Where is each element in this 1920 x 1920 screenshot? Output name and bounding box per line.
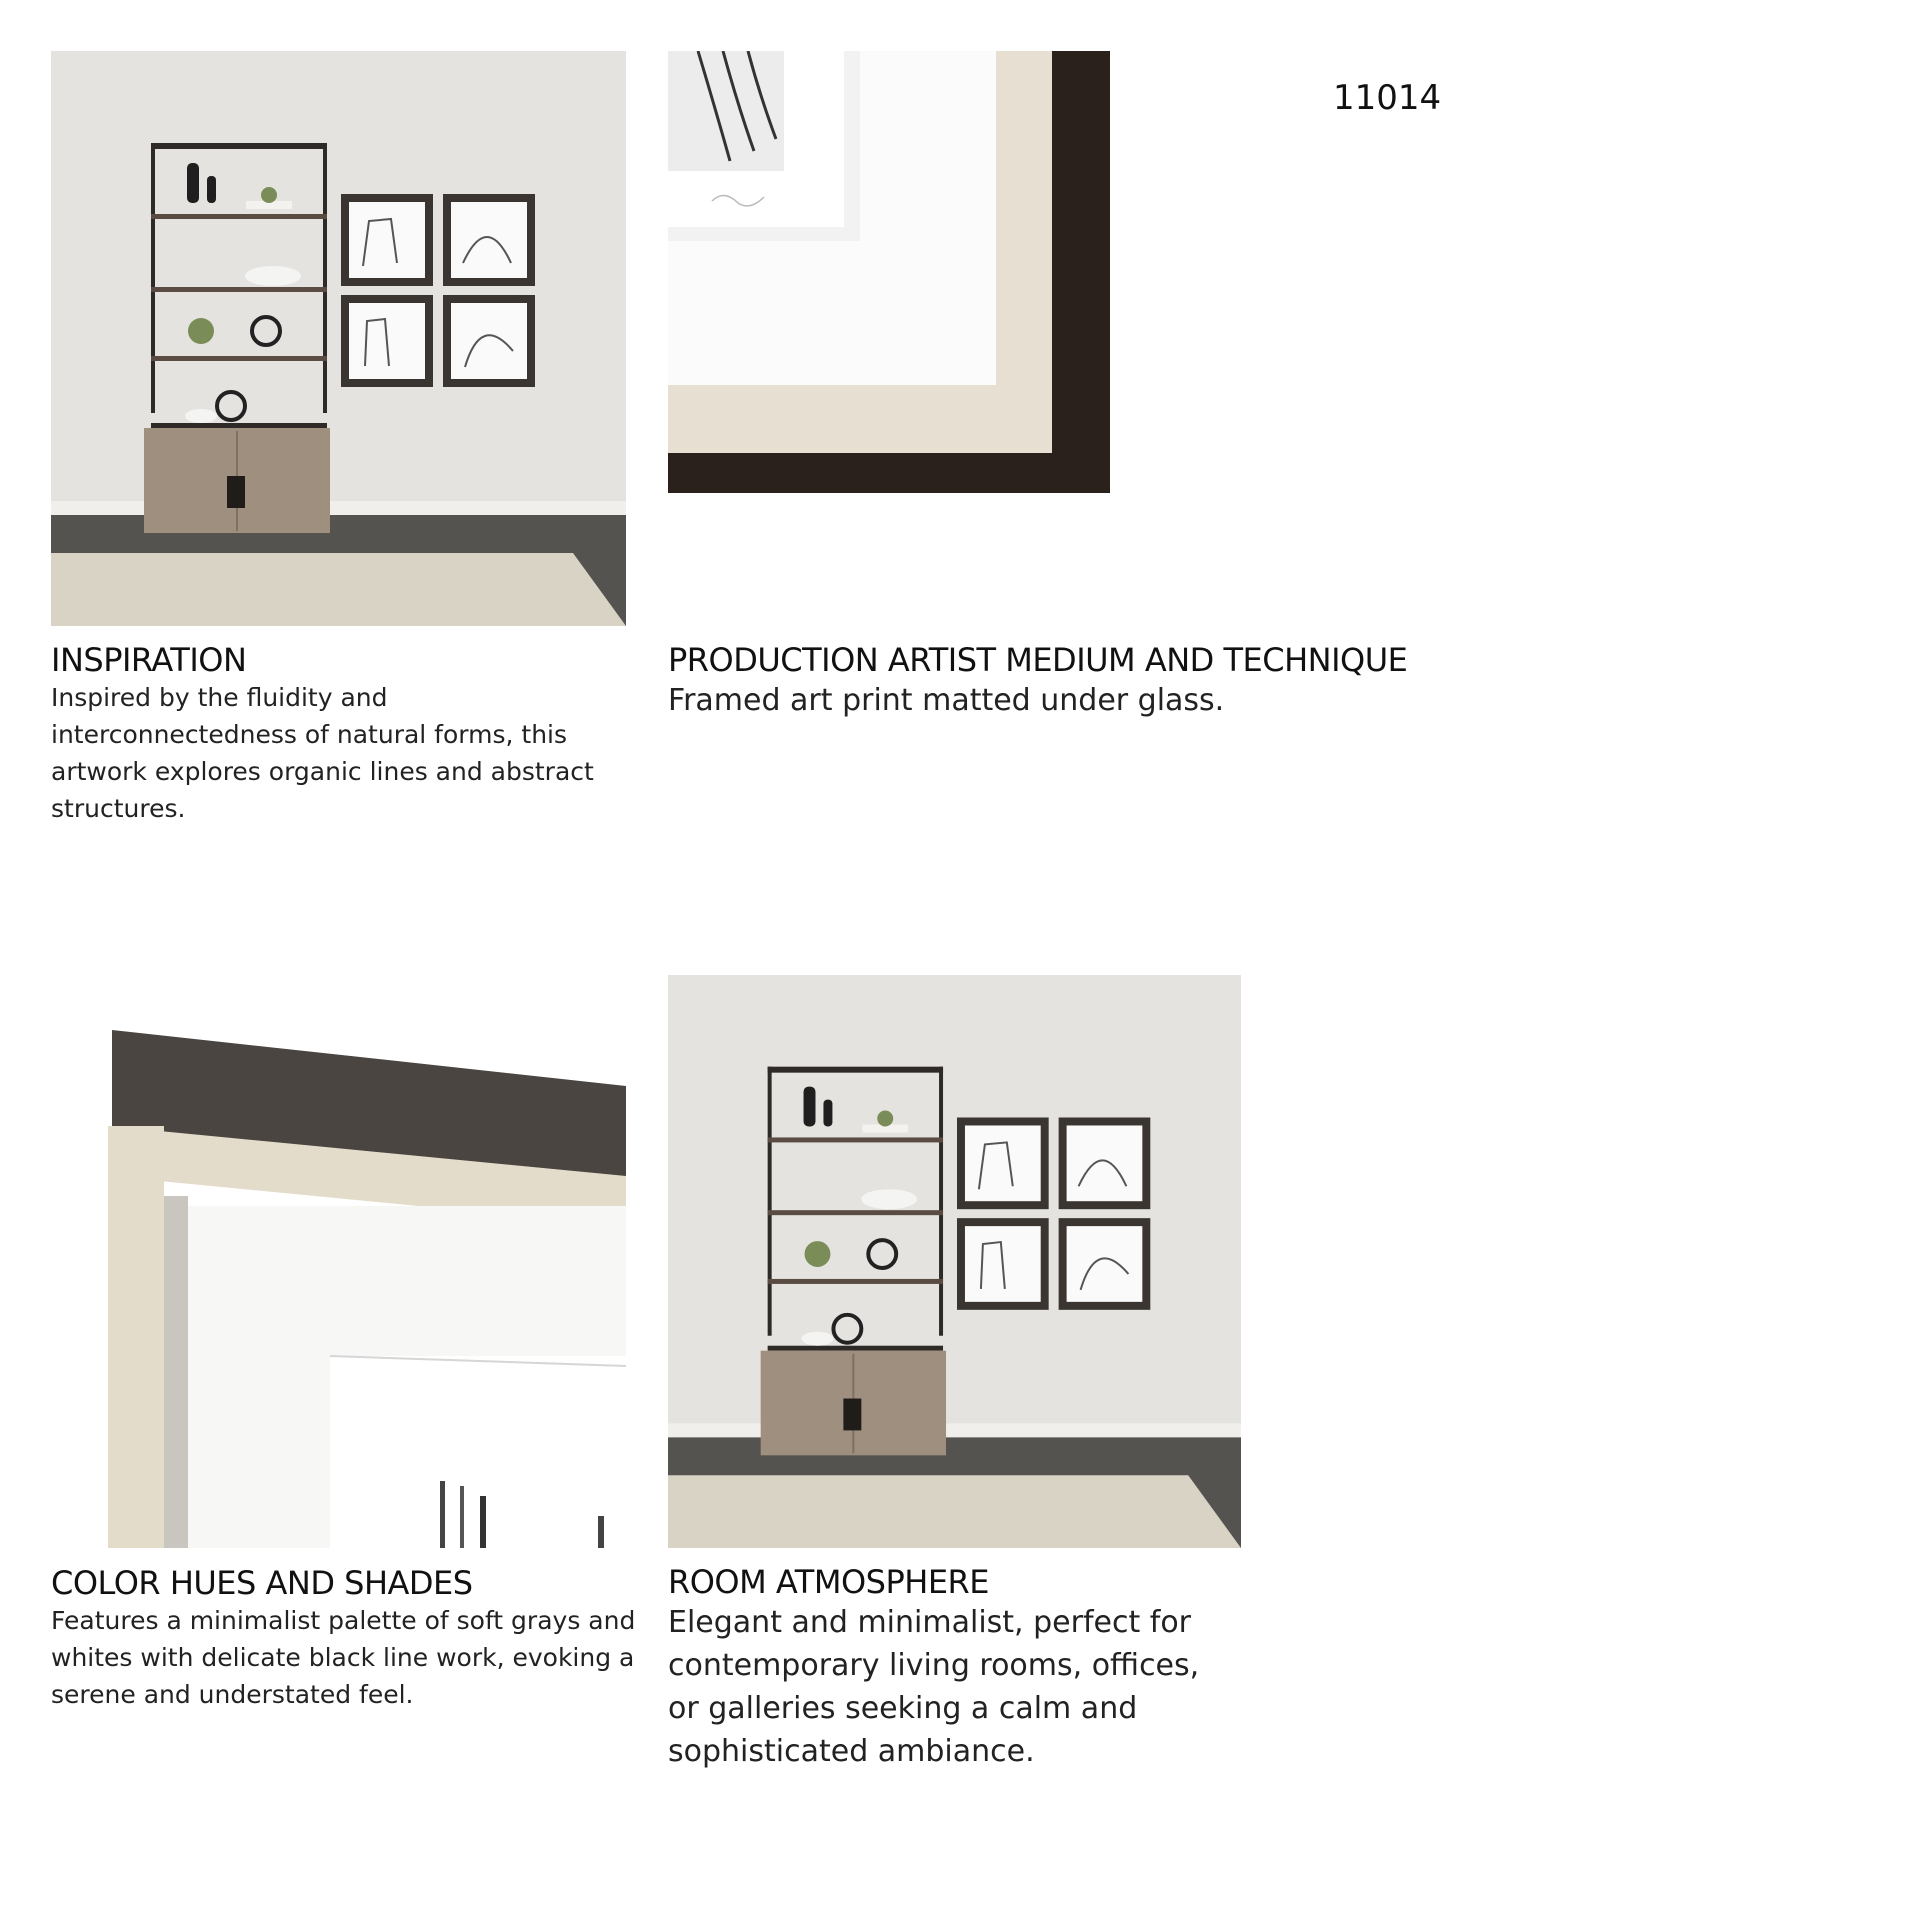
production-section xyxy=(668,642,1568,722)
room-atmosphere-section xyxy=(668,1564,1268,1773)
room-atmosphere-photo xyxy=(668,975,1241,1548)
production-text: Framed art print matted under glass. xyxy=(668,682,1225,718)
product-code: 11014 xyxy=(1333,78,1442,118)
color-section xyxy=(51,1565,646,1713)
room-scene-photo xyxy=(51,51,626,626)
color-heading: COLOR HUES AND SHADES xyxy=(51,1564,473,1602)
color-text: Features a minimalist palette of soft grays and whites with delicate black line work, evoking a serene and understated feel. xyxy=(51,1605,636,1709)
inspiration-text: Inspired by the fluidity and interconnectedness of natural forms, this artwork explores organic lines and abstract structures. xyxy=(51,682,594,823)
room-atmosphere-heading: ROOM ATMOSPHERE xyxy=(668,1563,989,1601)
frame-corner-photo xyxy=(668,51,1110,493)
inspiration-heading: INSPIRATION xyxy=(51,641,247,679)
inspiration-section xyxy=(51,642,641,827)
production-heading: PRODUCTION ARTIST MEDIUM AND TECHNIQUE xyxy=(668,641,1408,679)
room-atmosphere-text: Elegant and minimalist, perfect for contemporary living rooms, offices, or galleries seeking a calm and sophisticated ambiance. xyxy=(668,1604,1200,1769)
frame-detail-photo xyxy=(108,1026,626,1548)
